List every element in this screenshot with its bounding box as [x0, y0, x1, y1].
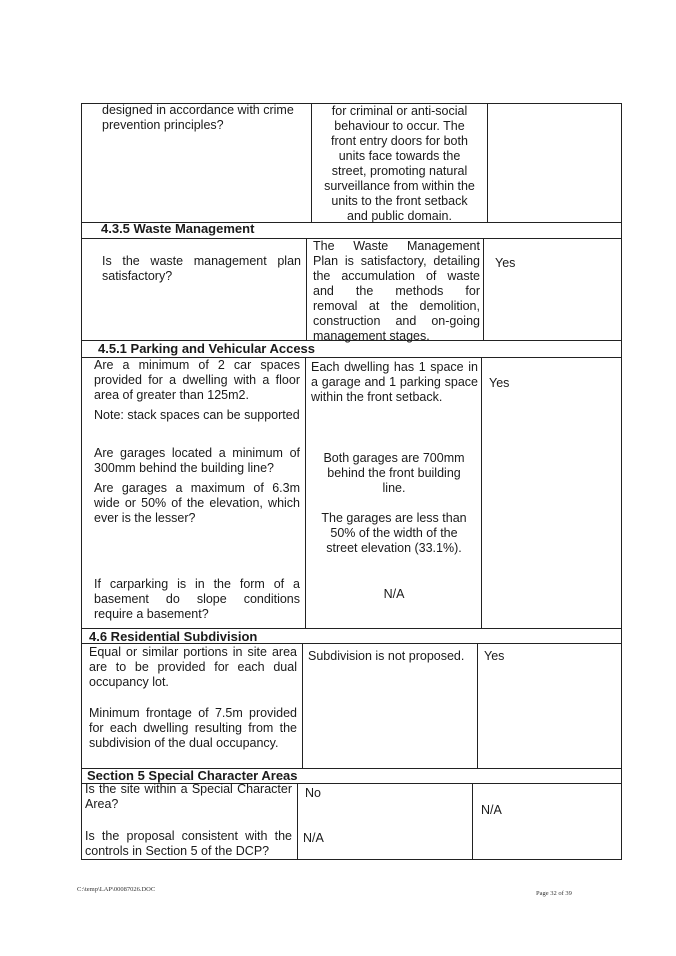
footer-page-number: Page 32 of 39	[536, 890, 572, 897]
comment-line: for criminal or anti-social	[331, 104, 468, 118]
col-rule	[302, 643, 303, 768]
col-rule	[297, 783, 298, 859]
table-border-left	[81, 103, 82, 859]
special-compliance: N/A	[481, 803, 502, 817]
comment-line: 50% of the width of the	[330, 526, 458, 540]
subdivision-question-2: Minimum frontage of 7.5m provided for each dwelling resulting from the subdivision of the dual occupancy.	[89, 706, 297, 750]
comment-line: management stages.	[313, 329, 430, 343]
col-rule	[311, 103, 312, 222]
comment-line: street, promoting natural	[331, 164, 468, 178]
section-heading-waste: 4.3.5 Waste Management	[101, 221, 255, 236]
col-rule	[306, 238, 307, 340]
subdivision-comment: Subdivision is not proposed.	[308, 649, 465, 663]
waste-question: Is the waste management plan satisfactory?	[102, 254, 301, 283]
comment-line: line.	[382, 481, 406, 495]
comment-line: street elevation (33.1%).	[326, 541, 462, 555]
parking-question-1: Are a minimum of 2 car spaces provided for a dwelling with a floor area of greater than 125m2.	[94, 358, 300, 402]
footer-file-path: C:\temp\LAP\00087026.DOC	[77, 886, 156, 893]
col-rule	[305, 357, 306, 628]
col-rule	[472, 783, 473, 859]
parking-comment-4: N/A	[383, 587, 405, 601]
comment-line: the accumulation of waste	[313, 269, 480, 283]
comment-line: and public domain.	[347, 209, 452, 223]
comment-line: units face towards the	[338, 149, 461, 163]
table-border-right	[621, 103, 622, 859]
subdivision-compliance: Yes	[484, 649, 505, 663]
comment-line: construction and on-going	[313, 314, 480, 328]
parking-question-2: Are garages located a minimum of 300mm behind the building line?	[94, 446, 300, 475]
parking-question-4: If carparking is in the form of a basement do slope conditions require a basement?	[94, 577, 300, 621]
section-heading-subdivision: 4.6 Residential Subdivision	[89, 629, 258, 644]
comment-line: surveillance from within the	[324, 179, 475, 193]
col-rule	[481, 357, 482, 628]
comment-line: The garages are less than	[321, 511, 467, 525]
comment-line: and the methods for	[313, 284, 480, 298]
comment-line: removal at the demolition,	[313, 299, 480, 313]
section-heading-special: Section 5 Special Character Areas	[87, 768, 298, 783]
parking-question-3: Are garages a maximum of 6.3m wide or 50% of the elevation, which ever is the lesser?	[94, 481, 300, 525]
table-border-bottom	[81, 859, 622, 860]
special-comment-1: No	[305, 786, 321, 800]
parking-comment-2	[309, 451, 479, 496]
comment-line: front entry doors for both	[331, 134, 468, 148]
comment-line: Plan is satisfactory, detailing	[313, 254, 480, 268]
parking-note: Note: stack spaces can be supported	[94, 408, 300, 422]
waste-comment	[313, 239, 480, 344]
special-question-2: Is the proposal consistent with the controls in Section 5 of the DCP?	[85, 829, 292, 858]
subdivision-question-1: Equal or similar portions in site area are to be provided for each dual occupancy lot.	[89, 645, 297, 689]
col-rule	[477, 643, 478, 768]
special-comment-2: N/A	[303, 831, 324, 845]
col-rule	[483, 238, 484, 340]
waste-compliance: Yes	[495, 256, 516, 270]
comment-line: units to the front setback	[331, 194, 468, 208]
crime-comment	[314, 104, 485, 224]
col-rule	[487, 103, 488, 222]
comment-line: behind the front building	[327, 466, 461, 480]
parking-compliance: Yes	[489, 376, 510, 390]
special-question-1: Is the site within a Special Character Area?	[85, 782, 292, 811]
comment-line: behaviour to occur. The	[334, 119, 465, 133]
section-heading-parking: 4.5.1 Parking and Vehicular Access	[98, 341, 316, 356]
parking-comment-3	[309, 511, 479, 556]
crime-question: designed in accordance with crime prevention principles?	[102, 103, 294, 132]
parking-comment-1: Each dwelling has 1 space in a garage and 1 parking space within the front setback.	[311, 360, 478, 404]
comment-line: The Waste Management	[313, 239, 480, 253]
comment-line: Both garages are 700mm	[323, 451, 465, 465]
